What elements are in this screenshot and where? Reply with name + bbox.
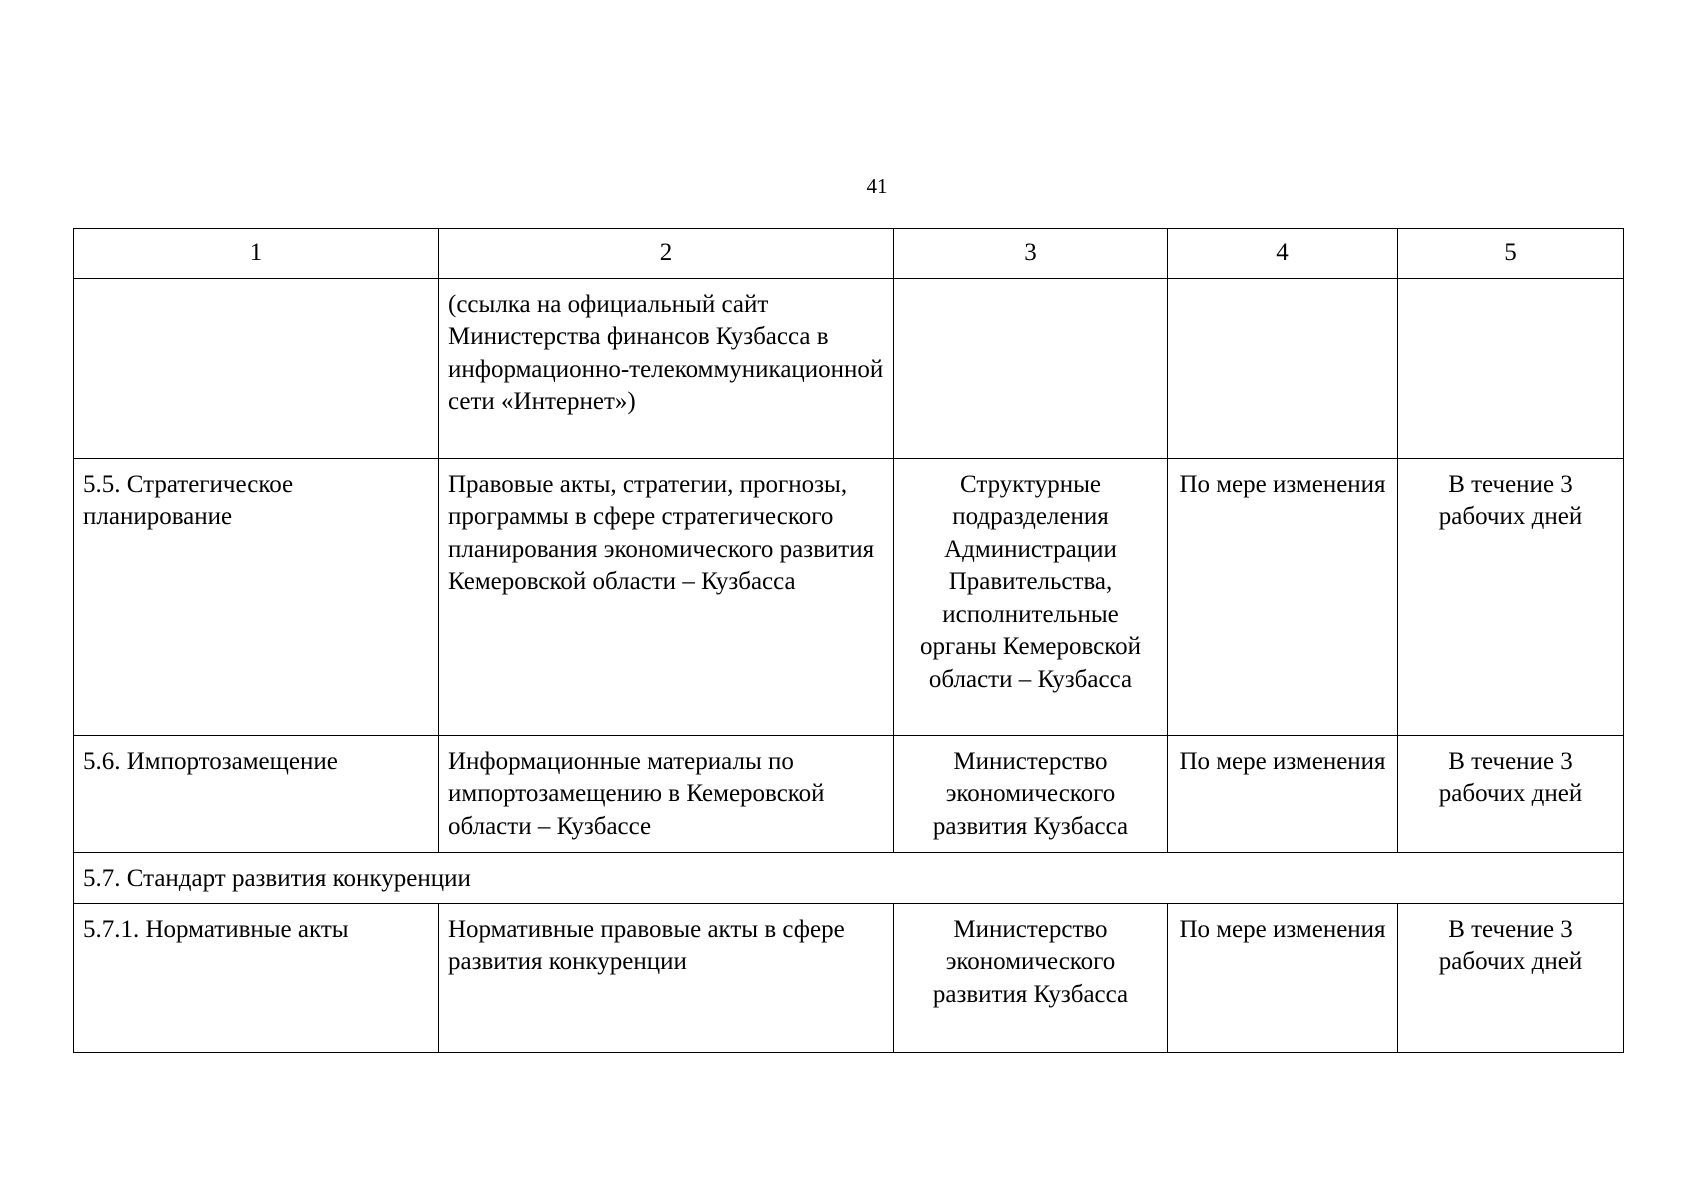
- cell-information: (ссылка на официальный сайт Министерства финансов Кузбасса в информационно-телекоммуникационной сети «Интернет»): [439, 278, 894, 458]
- cell-information: Правовые акты, стратегии, прогнозы, программы в сфере стратегического планирования экономического развития Кемеровской области – Кузбасса: [439, 458, 894, 735]
- cell-deadline: В течение 3 рабочих дней: [1398, 735, 1624, 852]
- cell-section: 5.5. Стратегическое планирование: [74, 458, 439, 735]
- cell-information: Информационные материалы по импортозамещению в Кемеровской области – Кузбассе: [439, 735, 894, 852]
- header-col-4: 4: [1168, 229, 1398, 279]
- cell-frequency: По мере изменения: [1168, 735, 1398, 852]
- header-col-3: 3: [894, 229, 1168, 279]
- table-row: [74, 903, 1624, 1052]
- section-heading: 5.7. Стандарт развития конкуренции: [74, 852, 1624, 903]
- header-col-1: 1: [74, 229, 439, 279]
- cell-information: Нормативные правовые акты в сфере развития конкуренции: [439, 903, 894, 1052]
- cell-frequency: [1168, 278, 1398, 458]
- cell-section: 5.6. Импортозамещение: [74, 735, 439, 852]
- page-number: 41: [866, 174, 888, 198]
- cell-frequency: По мере изменения: [1168, 458, 1398, 735]
- cell-responsible: [894, 278, 1168, 458]
- header-col-2: 2: [439, 229, 894, 279]
- cell-frequency: По мере изменения: [1168, 903, 1398, 1052]
- cell-responsible: Структурные подразделения Администрации Правительства, исполнительные органы Кемеровской области – Кузбасса: [894, 458, 1168, 735]
- cell-deadline: В течение 3 рабочих дней: [1398, 458, 1624, 735]
- cell-deadline: [1398, 278, 1624, 458]
- table-row: [74, 278, 1624, 458]
- cell-deadline: В течение 3 рабочих дней: [1398, 903, 1624, 1052]
- cell-section: 5.7.1. Нормативные акты: [74, 903, 439, 1052]
- document-table: [73, 228, 1624, 1053]
- table-header-row: [74, 229, 1624, 279]
- section-row: [74, 852, 1624, 903]
- table-row: [74, 458, 1624, 735]
- cell-section: [74, 278, 439, 458]
- header-col-5: 5: [1398, 229, 1624, 279]
- table-row: [74, 735, 1624, 852]
- cell-responsible: Министерство экономического развития Кузбасса: [894, 735, 1168, 852]
- cell-responsible: Министерство экономического развития Кузбасса: [894, 903, 1168, 1052]
